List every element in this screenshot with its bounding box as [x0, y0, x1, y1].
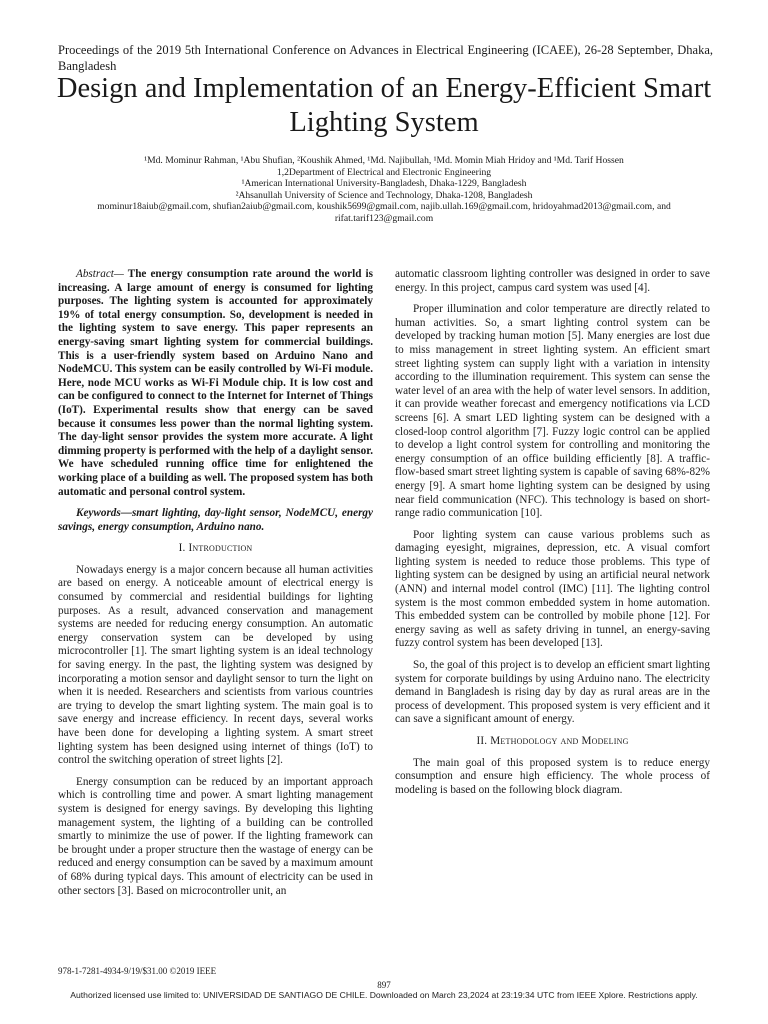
intro-paragraph-3: Proper illumination and color temperature are directly related to human activities. So, a smart lighting control system can be developed by tracking human motion [5]. Many energies are lost due to miss management in street lighting system. An efficient smart street lighting system can supply light with a variation in intensity according to the illumination requirement. This system can sense the water level of an area with the help of water level sensors. In addition, it can provide weather forecast and emergency notifications via LCD screens [6]. A smart LED lighting system can be designed with a closed-loop control algorithm [7]. Fuzzy logic control can be applied to develop a light control system for controlling and monitoring the energy consumption of an office building efficiently [8]. A traffic-flow-based smart street lighting system is capable of saving 68%-82% energy [9]. A smart home lighting system can be designed by using near field communication (NFC). This technology is based on short-range radio communication [10]. — [395, 303, 710, 520]
intro-paragraph-4: Poor lighting system can cause various problems such as damaging eyesight, migraines, depression, etc. A visual comfort lighting system is needed to reduce those problems. This type of lighting system can be designed by using an artificial neural network (ANN) and internal model control (IMC) [11]. The lighting control system is the most common embedded system in home automation. This embedded system can be controlled by mobile phone [12]. For energy saving as well as safety driving in tunnel, an energy-saving fuzzy control system has been developed [13]. — [395, 528, 710, 650]
isbn-copyright: 978-1-7281-4934-9/19/$31.00 ©2019 IEEE — [58, 966, 217, 976]
intro-paragraph-5: So, the goal of this project is to develop an efficient smart lighting system for corporate buildings by using Arduino nano. The electricity demand in Bangladesh is rising day by day as rural areas are in the process of development. This proposed system is very efficient and it can save a significant amount of energy. — [395, 659, 710, 726]
license-notice: Authorized licensed use limited to: UNIVERSIDAD DE SANTIAGO DE CHILE. Downloaded on March 23,2024 at 23:19:34 UTC from IEEE Xplore. Restrictions apply. — [70, 990, 698, 1000]
paper-title: Design and Implementation of an Energy-Efficient Smart Lighting System — [56, 73, 712, 138]
abstract-label: Abstract— — [76, 268, 124, 280]
author-emails: mominur18aiub@gmail.com, shufian2aiub@gmail.com, koushik5699@gmail.com, najib.ullah.169@gmail.com, hridoyahmad2013@gmail.com, and — [97, 201, 671, 213]
page-number: 897 — [377, 980, 391, 990]
section-heading-introduction: I. Introduction — [178, 542, 253, 555]
intro-paragraph-1: Nowadays energy is a major concern because all human activities are based on energy. A noticeable amount of electrical energy is consumed by commercial and residential buildings for lighting purposes. As a result, advanced conservation and management systems are needed for reducing energy consumption. An automatic energy conservation system can be developed by using microcontroller [1]. The smart lighting system is an ideal technology for saving energy. In the past, the lighting system was designed by incorporating a motion sensor and daylight sensor to turn the light on when it is needed. Researchers and scientists from various countries are trying to develop the smart lighting system. The main goal is to save energy and increase efficiency. In recent days, several works have been done for developing a lighting system. A smart street lighting system has been designed using internet of things (IoT) to control the switching operation of street lights [2]. — [58, 563, 373, 767]
section-heading-methodology: II. Methodology and Modeling — [476, 735, 629, 747]
right-column — [395, 268, 710, 805]
left-column — [58, 268, 373, 906]
affiliation-department: 1,2Department of Electrical and Electronic Engineering — [276, 166, 492, 178]
abstract — [58, 268, 373, 499]
authors-line: ¹Md. Mominur Rahman, ¹Abu Shufian, ²Koushik Ahmed, ¹Md. Najibullah, ¹Md. Momin Miah Hridoy and ¹Md. Tarif Hossen — [144, 155, 624, 166]
author-block — [50, 155, 718, 225]
author-emails-cont: rifat.tarif123@gmail.com — [334, 212, 434, 224]
intro-paragraph-2-cont: automatic classroom lighting controller was designed in order to save energy. In this project, campus card system was used [4]. — [395, 268, 710, 294]
abstract-text: The energy consumption rate around the world is increasing. A large amount of energy is consumed for lighting purposes. The lighting system is accounted for approximately 19% of total energy consumption. So, development is needed in the lighting system to save energy. This paper represents an energy-saving smart lighting system for commercial buildings. This is a user-friendly system based on Arduino Nano and NodeMCU. This system can be easily controlled by Wi-Fi module. Here, node MCU works as Wi-Fi Module chip. It is low cost and can be configured to connect to the Internet for Internet of Things (IoT). Experimental results show that energy can be saved because it consumes less power than the normal lighting system. The day-light sensor provides the system more accurate. A light dimming property is performed with the help of a daylight sensor. We have scheduled running office time for enlightened the working place of a building as well. The proposed system has both automatic and personal control system. — [58, 268, 373, 498]
affiliation-aust: ²Ahsanullah University of Science and Technology, Dhaka-1208, Bangladesh — [235, 189, 533, 201]
affiliation-aiub: ¹American International University-Bangladesh, Dhaka-1229, Bangladesh — [241, 178, 527, 190]
methodology-paragraph-1: The main goal of this proposed system is to reduce energy consumption and ensure high efficiency. The whole process of modeling is based on the following block diagram. — [395, 756, 710, 796]
keywords: Keywords—smart lighting, day-light sensor, NodeMCU, energy savings, energy consumption, Arduino nano. — [58, 507, 373, 533]
proceedings-line: Proceedings of the 2019 5th International Conference on Advances in Electrical Engineering (ICAEE), 26-28 September, Dhaka, Bangladesh — [58, 43, 713, 73]
intro-paragraph-2: Energy consumption can be reduced by an important approach which is controlling time and power. A smart lighting management system is designed for energy savings. By developing this lighting management system, the lighting of a building can be controlled smartly to minimize the use of power. If the lighting framework can be brought under a proper structure then the wastage of energy can be reduced and energy consumption can be saved by a maximum amount of 68% during typical days. This amount of electricity can be used in other sectors [3]. Based on microcontroller unit, an — [58, 775, 373, 897]
